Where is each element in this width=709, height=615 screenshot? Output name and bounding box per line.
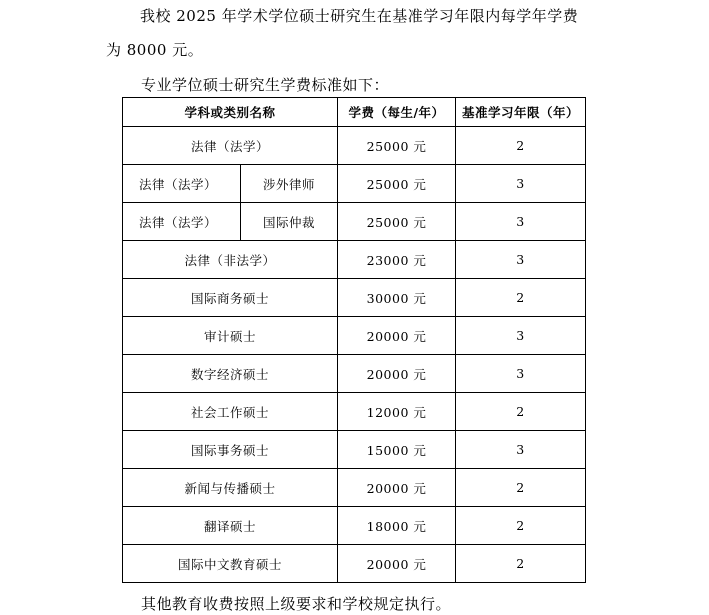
cell-fee: 20000 元 (338, 469, 456, 507)
cell-category: 国际中文教育硕士 (123, 545, 338, 583)
table-row (123, 127, 586, 165)
cell-fee: 25000 元 (338, 165, 456, 203)
cell-fee: 12000 元 (338, 393, 456, 431)
cell-fee: 20000 元 (338, 317, 456, 355)
cell-category: 法律（法学） (123, 165, 241, 203)
table-row (123, 431, 586, 469)
table-row (123, 469, 586, 507)
table-row (123, 355, 586, 393)
cell-direction: 涉外律师 (241, 165, 338, 203)
table-row (123, 393, 586, 431)
cell-years: 3 (456, 165, 586, 203)
cell-category: 国际事务硕士 (123, 431, 338, 469)
intro-paragraph-line-2: 为 8000 元。 (106, 41, 204, 59)
cell-fee: 20000 元 (338, 545, 456, 583)
cell-years: 3 (456, 431, 586, 469)
intro-paragraph-line-1: 我校 2025 年学术学位硕士研究生在基准学习年限内每学年学费 (140, 7, 579, 25)
cell-years: 3 (456, 203, 586, 241)
table-header-row (123, 98, 586, 127)
footer-note: 其他教育收费按照上级要求和学校规定执行。 (141, 595, 452, 613)
header-fee: 学费（每生/年） (338, 98, 456, 127)
cell-category: 国际商务硕士 (123, 279, 338, 317)
cell-years: 2 (456, 545, 586, 583)
cell-fee: 30000 元 (338, 279, 456, 317)
cell-years: 2 (456, 393, 586, 431)
cell-years: 2 (456, 127, 586, 165)
cell-fee: 25000 元 (338, 203, 456, 241)
table-row (123, 203, 586, 241)
cell-years: 2 (456, 279, 586, 317)
cell-category: 数字经济硕士 (123, 355, 338, 393)
cell-fee: 23000 元 (338, 241, 456, 279)
table-intro-text: 专业学位硕士研究生学费标准如下： (141, 76, 390, 94)
cell-category: 社会工作硕士 (123, 393, 338, 431)
tuition-fee-table (122, 97, 586, 583)
cell-years: 3 (456, 241, 586, 279)
cell-years: 2 (456, 469, 586, 507)
cell-years: 3 (456, 355, 586, 393)
table-row (123, 279, 586, 317)
header-category: 学科或类别名称 (123, 98, 338, 127)
table-row (123, 165, 586, 203)
header-years: 基准学习年限（年） (456, 98, 586, 127)
cell-category: 法律（法学） (123, 127, 338, 165)
cell-direction: 国际仲裁 (241, 203, 338, 241)
cell-category: 法律（非法学） (123, 241, 338, 279)
table-row (123, 507, 586, 545)
cell-category: 法律（法学） (123, 203, 241, 241)
cell-category: 新闻与传播硕士 (123, 469, 338, 507)
table-row (123, 545, 586, 583)
cell-fee: 15000 元 (338, 431, 456, 469)
cell-years: 3 (456, 317, 586, 355)
table-row (123, 241, 586, 279)
cell-category: 翻译硕士 (123, 507, 338, 545)
cell-fee: 25000 元 (338, 127, 456, 165)
table-row (123, 317, 586, 355)
cell-fee: 20000 元 (338, 355, 456, 393)
cell-years: 2 (456, 507, 586, 545)
cell-fee: 18000 元 (338, 507, 456, 545)
cell-category: 审计硕士 (123, 317, 338, 355)
